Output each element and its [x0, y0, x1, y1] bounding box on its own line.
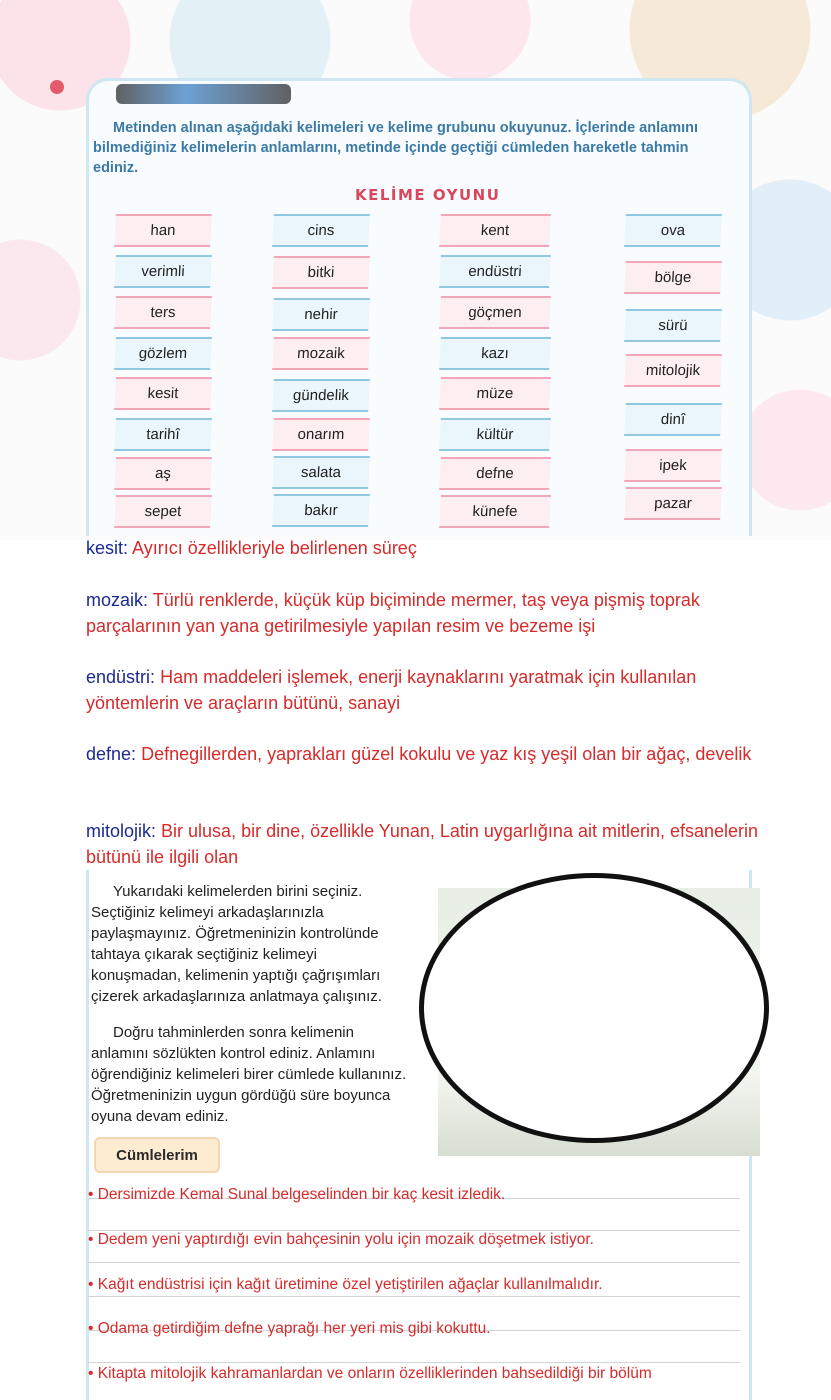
instruction-paragraph: Yukarıdaki kelimelerden birini seçiniz. Seçtiğiniz kelimeyi arkadaşlarınızla paylaşmayınız. Öğretmeninizin kontrolünde tahtaya çıkarak seçtiğiniz kelimeyi konuşmadan, kelimenin yaptığı çağrışımları çizerek arkadaşlarınıza anlatmaya çalışınız.	[91, 883, 382, 1005]
word-card: tarihî	[114, 418, 212, 451]
definition-item: endüstri: Ham maddeleri işlemek, enerji kaynaklarını yaratmak için kullanılan yöntemlerin ve araçların bütünü, sanayi	[86, 667, 697, 713]
word-card: künefe	[439, 495, 551, 528]
definition-term: defne	[86, 744, 132, 764]
word-card: kültür	[439, 418, 551, 451]
writing-line	[88, 1262, 740, 1263]
word-card: dinî	[624, 403, 722, 436]
word-card: mozaik	[272, 337, 370, 370]
definition-term: mitolojik	[86, 821, 152, 841]
word-card: kesit	[114, 377, 212, 410]
word-card: bölge	[624, 261, 722, 294]
sentence-item: • Kitapta mitolojik kahramanlardan ve onların özelliklerinden bahsedildiği bir bölüm	[88, 1365, 652, 1382]
word-card: ova	[624, 214, 722, 247]
definition-term: endüstri	[86, 667, 151, 687]
word-card: sepet	[114, 495, 212, 528]
word-card: gözlem	[114, 337, 212, 370]
word-card: onarım	[272, 418, 370, 451]
sentence-item: • Dedem yeni yaptırdığı evin bahçesinin yolu için mozaik döşetmek istiyor.	[88, 1231, 594, 1248]
section-logo	[116, 84, 291, 104]
word-card: cins	[272, 214, 370, 247]
instruction-paragraph: Doğru tahminlerden sonra kelimenin anlamını sözlükten kontrol ediniz. Anlamını öğrendiğiniz kelimeleri birer cümlede kullanınız. Öğretmeninizin uygun gördüğü süre boyunca oyuna devam ediniz.	[91, 1024, 407, 1125]
definition-meaning: Bir ulusa, bir dine, özellikle Yunan, Latin uygarlığına ait mitlerin, efsanelerin bütünü ile ilgili olan	[86, 821, 759, 867]
bookmark-icon	[50, 80, 64, 94]
word-card: ipek	[624, 449, 722, 482]
game-title: KELİME OYUNU	[355, 186, 501, 204]
definition-item: mitolojik: Bir ulusa, bir dine, özellikle Yunan, Latin uygarlığına ait mitlerin, efsanelerin bütünü ile ilgili olan	[86, 821, 759, 867]
word-card: sürü	[624, 309, 722, 342]
word-card: bakır	[272, 494, 370, 527]
writing-line	[88, 1296, 740, 1297]
word-card: ters	[114, 296, 212, 329]
definition-meaning: Ayırıcı özellikleriyle belirlenen süreç	[128, 538, 417, 558]
word-card: bitki	[272, 256, 370, 289]
word-card: müze	[439, 377, 551, 410]
instruction-text: Metinden alınan aşağıdaki kelimeleri ve kelime grubunu okuyunuz. İçlerinde anlamını bilmediğiniz kelimelerin anlamlarını, metinde içinde geçtiği cümleden hareketle tahmin ediniz.	[93, 120, 698, 176]
sentence-item: • Dersimizde Kemal Sunal belgeselinden bir kaç kesit izledik.	[88, 1186, 506, 1203]
definition-meaning: Türlü renklerde, küçük küp biçiminde mermer, taş veya pişmiş toprak parçalarının yan yana getirilmesiyle yapılan resim ve bezeme işi	[86, 590, 700, 636]
word-card: defne	[439, 457, 551, 490]
word-card: kent	[439, 214, 551, 247]
word-card: mitolojik	[624, 354, 722, 387]
word-card: pazar	[624, 487, 722, 520]
sentence-item: • Kağıt endüstrisi için kağıt üretimine özel yetiştirilen ağaçlar kullanılmalıdır.	[88, 1276, 603, 1293]
word-card: aş	[114, 457, 212, 490]
sentence-item: • Odama getirdiğim defne yaprağı her yeri mis gibi kokuttu.	[88, 1320, 491, 1337]
word-card: kazı	[439, 337, 551, 370]
writing-line	[88, 1362, 740, 1363]
word-card: verimli	[114, 255, 212, 288]
definition-meaning: Ham maddeleri işlemek, enerji kaynaklarını yaratmak için kullanılan yöntemlerin ve araçların bütünü, sanayi	[86, 667, 697, 713]
definition-meaning: Defnegillerden, yaprakları güzel kokulu ve yaz kış yeşil olan bir ağaç, develik	[136, 744, 752, 764]
definition-item: defne: Defnegillerden, yaprakları güzel kokulu ve yaz kış yeşil olan bir ağaç, develik	[86, 744, 752, 764]
blank-circle	[419, 873, 769, 1143]
definition-term: kesit	[86, 538, 124, 558]
word-card: gündelik	[272, 379, 370, 412]
word-card: nehir	[272, 298, 370, 331]
word-card: endüstri	[439, 255, 551, 288]
definition-item: mozaik: Türlü renklerde, küçük küp biçiminde mermer, taş veya pişmiş toprak parçalarının yan yana getirilmesiyle yapılan resim ve bezeme işi	[86, 590, 700, 636]
definition-term: mozaik	[86, 590, 144, 610]
definition-item: kesit: Ayırıcı özellikleriyle belirlenen süreç	[86, 538, 417, 558]
sentences-label: Cümlelerim	[94, 1137, 220, 1173]
word-card: göçmen	[439, 296, 551, 329]
word-card: han	[114, 214, 212, 247]
word-card: salata	[272, 456, 370, 489]
